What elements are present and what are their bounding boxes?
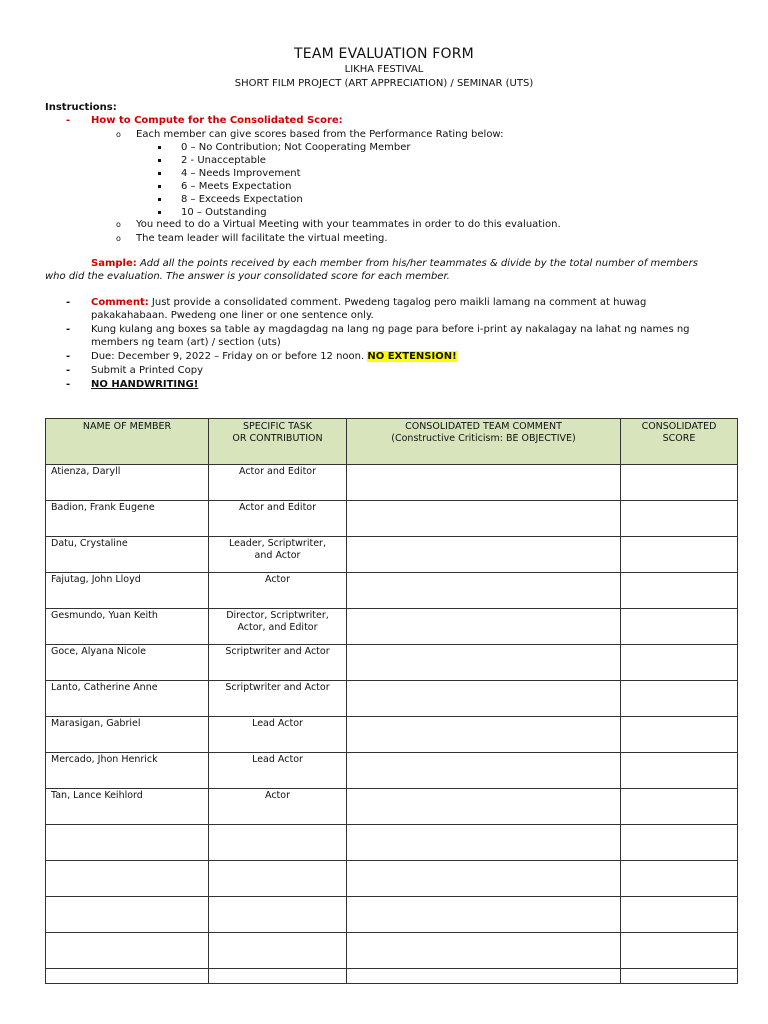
sample-line: [91, 258, 698, 270]
due-line: [91, 351, 457, 363]
sample-text-cont: who did the evaluation. The answer is your consolidated score for each member.: [45, 271, 450, 282]
table-row: [46, 501, 738, 537]
printed-copy-note: Submit a Printed Copy: [91, 365, 204, 376]
task-text: Actor, and Editor: [237, 622, 318, 633]
score-cell[interactable]: [621, 969, 738, 984]
member-name-cell: Badion, Frank Eugene: [46, 501, 209, 537]
comment-cell[interactable]: [347, 609, 621, 645]
member-name-cell: Goce, Alyana Nicole: [46, 645, 209, 681]
table-row: [46, 645, 738, 681]
comment-cell[interactable]: [347, 861, 621, 897]
member-name-cell: Fajutag, John Lloyd: [46, 573, 209, 609]
task-text: and Actor: [254, 550, 301, 561]
dash-bullet: -: [66, 297, 71, 308]
form-course: SHORT FILM PROJECT (ART APPRECIATION) / SEMINAR (UTS): [234, 78, 534, 89]
square-bullet-icon: [158, 185, 161, 188]
task-text: Leader, Scriptwriter,: [229, 538, 326, 549]
table-row: [46, 609, 738, 645]
evaluation-table: [45, 418, 738, 984]
square-bullet-icon: [158, 211, 161, 214]
task-cell: [209, 753, 347, 789]
empty-task-cell[interactable]: [209, 933, 347, 969]
rating-item: 4 – Needs Improvement: [181, 168, 301, 179]
comment-cell[interactable]: [347, 537, 621, 573]
task-text: Lead Actor: [252, 718, 303, 729]
circle-bullet-icon: o: [116, 130, 121, 139]
comment-cell[interactable]: [347, 717, 621, 753]
comment-cell[interactable]: [347, 789, 621, 825]
comment-text: Just provide a consolidated comment. Pwedeng tagalog pero maikli lamang na comment at huwag: [151, 297, 647, 308]
comment-cell[interactable]: [347, 897, 621, 933]
rating-item: 2 - Unacceptable: [181, 155, 266, 166]
dash-bullet: -: [66, 379, 71, 390]
score-cell[interactable]: [621, 789, 738, 825]
square-bullet-icon: [158, 159, 161, 162]
header-consolidated-score: [621, 419, 738, 465]
task-text: Scriptwriter and Actor: [225, 682, 330, 693]
boxes-note-cont: members ng team (art) / section (uts): [91, 337, 281, 348]
rating-item: 6 – Meets Expectation: [181, 181, 292, 192]
rating-item: 10 – Outstanding: [181, 207, 267, 218]
table-header-row: [46, 419, 738, 465]
header-specific-task: [209, 419, 347, 465]
no-handwriting-note: NO HANDWRITING!: [91, 379, 199, 390]
sample-label: Sample:: [91, 258, 137, 269]
empty-task-cell[interactable]: [209, 897, 347, 933]
task-cell: [209, 789, 347, 825]
sample-text: Add all the points received by each member from his/her teammates & divide by the total number of members: [139, 258, 698, 269]
score-cell[interactable]: [621, 861, 738, 897]
empty-name-cell[interactable]: [46, 897, 209, 933]
comment-cell[interactable]: [347, 933, 621, 969]
task-text: Actor: [265, 790, 290, 801]
table-row: [46, 573, 738, 609]
score-cell[interactable]: [621, 609, 738, 645]
header-label: SPECIFIC TASK: [243, 421, 312, 432]
empty-name-cell[interactable]: [46, 969, 209, 984]
dash-bullet: -: [66, 324, 71, 335]
comment-cell[interactable]: [347, 501, 621, 537]
task-cell: [209, 573, 347, 609]
dash-bullet: -: [66, 115, 71, 126]
score-cell[interactable]: [621, 753, 738, 789]
comment-line: [91, 297, 646, 309]
comment-cell[interactable]: [347, 645, 621, 681]
form-subtitle: LIKHA FESTIVAL: [344, 64, 424, 75]
table-row: [46, 789, 738, 825]
square-bullet-icon: [158, 146, 161, 149]
table-row: [46, 465, 738, 501]
task-text: Scriptwriter and Actor: [225, 646, 330, 657]
table-row: [46, 537, 738, 573]
empty-table-row: [46, 825, 738, 861]
comment-label: Comment:: [91, 297, 149, 308]
member-name-cell: Lanto, Catherine Anne: [46, 681, 209, 717]
header-label: CONSOLIDATED: [641, 421, 717, 432]
score-cell[interactable]: [621, 933, 738, 969]
empty-table-row: [46, 933, 738, 969]
table-row: [46, 753, 738, 789]
comment-cell[interactable]: [347, 753, 621, 789]
table-row: [46, 717, 738, 753]
boxes-note: Kung kulang ang boxes sa table ay magdagdag na lang ng page para before i-print ay nakalagay na lahat ng names ng: [91, 324, 690, 335]
circle-bullet-icon: o: [116, 234, 121, 243]
dash-bullet: -: [66, 365, 71, 376]
comment-cell[interactable]: [347, 825, 621, 861]
member-name-cell: Marasigan, Gabriel: [46, 717, 209, 753]
empty-task-cell[interactable]: [209, 861, 347, 897]
square-bullet-icon: [158, 198, 161, 201]
empty-task-cell[interactable]: [209, 825, 347, 861]
task-cell: [209, 717, 347, 753]
score-cell[interactable]: [621, 717, 738, 753]
header-label: NAME OF MEMBER: [82, 421, 172, 432]
task-text: Actor: [265, 574, 290, 585]
task-text: Lead Actor: [252, 754, 303, 765]
task-cell: [209, 537, 347, 573]
member-name-cell: Datu, Crystaline: [46, 537, 209, 573]
task-cell: [209, 609, 347, 645]
compute-heading: How to Compute for the Consolidated Score:: [91, 115, 343, 126]
table-row: [46, 681, 738, 717]
header-label: OR CONTRIBUTION: [232, 433, 323, 444]
rating-intro: Each member can give scores based from the Performance Rating below:: [136, 129, 504, 140]
comment-cell[interactable]: [347, 681, 621, 717]
header-label: CONSOLIDATED TEAM COMMENT: [405, 421, 562, 432]
score-cell[interactable]: [621, 573, 738, 609]
task-text: Actor and Editor: [238, 502, 317, 513]
comment-cell[interactable]: [347, 969, 621, 984]
score-cell[interactable]: [621, 501, 738, 537]
header-label: SCORE: [662, 433, 696, 444]
member-name-cell: Tan, Lance Keihlord: [46, 789, 209, 825]
empty-name-cell[interactable]: [46, 933, 209, 969]
score-cell[interactable]: [621, 645, 738, 681]
header-label: (Constructive Criticism: BE OBJECTIVE): [391, 433, 576, 444]
comment-text-cont: pakakahabaan. Pwedeng one liner or one sentence only.: [91, 310, 374, 321]
empty-table-row: [46, 861, 738, 897]
task-text: Director, Scriptwriter,: [226, 610, 329, 621]
due-text: Due: December 9, 2022 – Friday on or before 12 noon.: [91, 351, 365, 362]
member-name-cell: Atienza, Daryll: [46, 465, 209, 501]
team-leader-note: The team leader will facilitate the virtual meeting.: [136, 233, 388, 244]
comment-cell[interactable]: [347, 465, 621, 501]
empty-name-cell[interactable]: [46, 861, 209, 897]
task-cell: [209, 681, 347, 717]
task-cell: [209, 465, 347, 501]
member-name-cell: Gesmundo, Yuan Keith: [46, 609, 209, 645]
member-name-cell: Mercado, Jhon Henrick: [46, 753, 209, 789]
instructions-heading: Instructions:: [45, 102, 117, 113]
no-extension-highlight: NO EXTENSION!: [367, 351, 457, 362]
rating-item: 0 – No Contribution; Not Cooperating Member: [181, 142, 411, 153]
task-cell: [209, 645, 347, 681]
form-title: TEAM EVALUATION FORM: [294, 46, 474, 62]
score-cell[interactable]: [621, 465, 738, 501]
square-bullet-icon: [158, 172, 161, 175]
task-cell: [209, 501, 347, 537]
score-cell[interactable]: [621, 897, 738, 933]
empty-name-cell[interactable]: [46, 825, 209, 861]
circle-bullet-icon: o: [116, 220, 121, 229]
empty-table-row: [46, 897, 738, 933]
header-name-of-member: [46, 419, 209, 465]
header-team-comment: [347, 419, 621, 465]
rating-item: 8 – Exceeds Expectation: [181, 194, 303, 205]
score-cell[interactable]: [621, 825, 738, 861]
dash-bullet: -: [66, 351, 71, 362]
score-cell[interactable]: [621, 537, 738, 573]
empty-table-row: [46, 969, 738, 984]
task-text: Actor and Editor: [238, 466, 317, 477]
score-cell[interactable]: [621, 681, 738, 717]
empty-task-cell[interactable]: [209, 969, 347, 984]
comment-cell[interactable]: [347, 573, 621, 609]
virtual-meeting-note: You need to do a Virtual Meeting with your teammates in order to do this evaluation.: [136, 219, 561, 230]
